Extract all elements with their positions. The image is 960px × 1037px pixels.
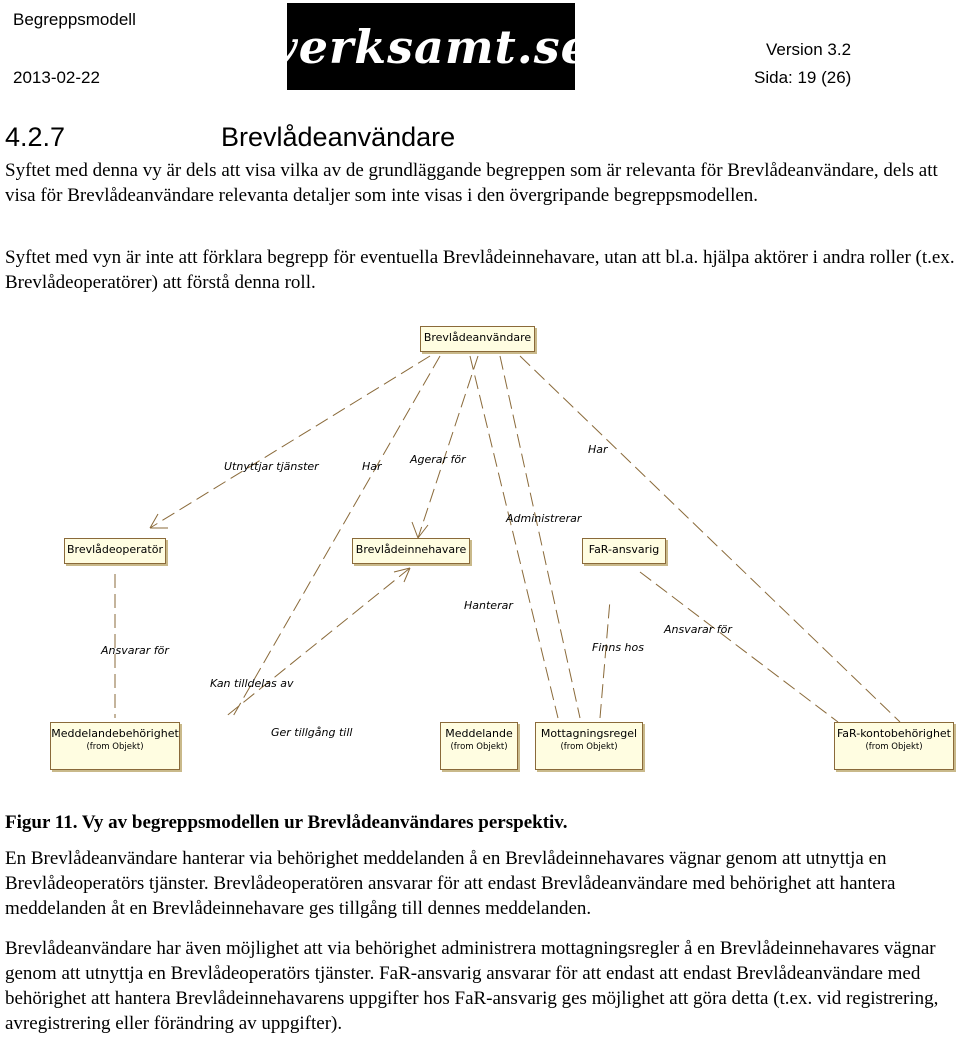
figure-caption: Figur 11. Vy av begreppsmodellen ur Brevlådeanvändares perspektiv. [5,812,568,833]
connector-kan-tilldelas-av [224,568,410,718]
relation-agerar-for: Agerar för [410,453,466,466]
class-label: Meddelande [445,727,513,740]
connector-ansvarar-for-2 [640,572,838,722]
class-meddelande [440,722,518,770]
intro-paragraph-2: Syftet med vyn är inte att förklara begrepp för eventuella Brevlådeinnehavare, utan att bl.a. hjälpa aktörer i andra roller (t.ex. Brevlådeoperatörer) att förstå denna roll. [5,247,955,293]
class-meddelandebehorighet [50,722,180,770]
connector-hanterar [470,356,558,718]
connector-agerar-for [418,356,478,538]
class-far-kontobehorighet [834,722,954,770]
relation-utnyttjar-tjanster: Utnyttjar tjänster [224,460,319,473]
document-date: 2013-02-22 [13,68,100,87]
class-brevladeinnehavare [352,538,470,564]
class-package: (from Objekt) [450,742,508,752]
version-label: Version 3.2 [766,40,852,59]
relation-finns-hos: Finns hos [592,641,644,654]
relation-har-2: Har [588,443,608,456]
arrowhead-agerar-for [412,522,428,538]
class-label: Brevlådeoperatör [67,543,163,556]
relation-kan-tilldelas-av: Kan tilldelas av [210,677,294,690]
section-title: Brevlådeanvändare [221,122,456,152]
class-label: Mottagningsregel [540,727,638,740]
logo-text: verksamt.se [271,19,591,74]
class-brevladeanvandare [420,326,535,352]
connector-administrerar [500,356,580,718]
intro-paragraph-1: Syftet med denna vy är dels att visa vilka av de grundläggande begreppen som är relevanta för Brevlådeanvändare, dels att visa för Brevlådeanvändare relevanta detaljer som inte visas i den övergripande begreppsmodellen. [5,160,938,206]
connector-finns-hos [600,600,610,718]
relation-ansvarar-for-2: Ansvarar för [664,623,732,636]
connector-har-2 [520,356,900,722]
document-title: Begreppsmodell [13,10,136,29]
class-package: (from Objekt) [560,742,618,752]
page-number: Sida: 19 (26) [754,68,852,87]
relation-ger-tillgang-till: Ger tillgång till [271,726,353,739]
relation-administrerar: Administrerar [506,512,582,525]
class-label: FaR-ansvarig [588,543,660,556]
connector-utnyttjar [150,356,430,528]
body-paragraph-1: En Brevlådeanvändare hanterar via behörighet meddelanden å en Brevlådeinnehavares vägnar genom att utnyttja en Brevlådeoperatörs tjänster. Brevlådeoperatören ansvarar för att endast Brevlådeanvändare med behörighet att hantera meddelanden åt en Brevlådeinnehavare ges tillgång till dennes meddelanden. [5,848,896,919]
class-package: (from Objekt) [865,742,923,752]
class-mottagningsregel [535,722,643,770]
class-label: Brevlådeanvändare [423,331,532,344]
class-far-ansvarig [582,538,666,564]
body-paragraph-2: Brevlådeanvändare har även möjlighet att via behörighet administrera mottagningsregler å en Brevlådeinnehavares vägnar genom att utnyttja en Brevlådeoperatörs tjänster. FaR-ansvarig ansvarar för att endast att endast Brevlådeanvändare med behörighet att hantera Brevlådeinnehavarens uppgifter hos FaR-ansvarig ges möjlighet att göra detta (t.ex. vid registrering, avregistrering eller förändring av uppgifter). [5,938,939,1034]
relation-hanterar: Hanterar [464,599,513,612]
connector-har-1 [232,356,440,718]
class-label: FaR-kontobehörighet [836,727,951,740]
class-brevladeoperator [64,538,166,564]
class-package: (from Objekt) [86,742,144,752]
relation-har-1: Har [362,460,382,473]
class-label: Brevlådeinnehavare [355,543,467,556]
section-number: 4.2.7 [5,122,66,152]
class-label: Meddelandebehörighet [51,727,179,740]
relation-ansvarar-for-1: Ansvarar för [101,644,169,657]
